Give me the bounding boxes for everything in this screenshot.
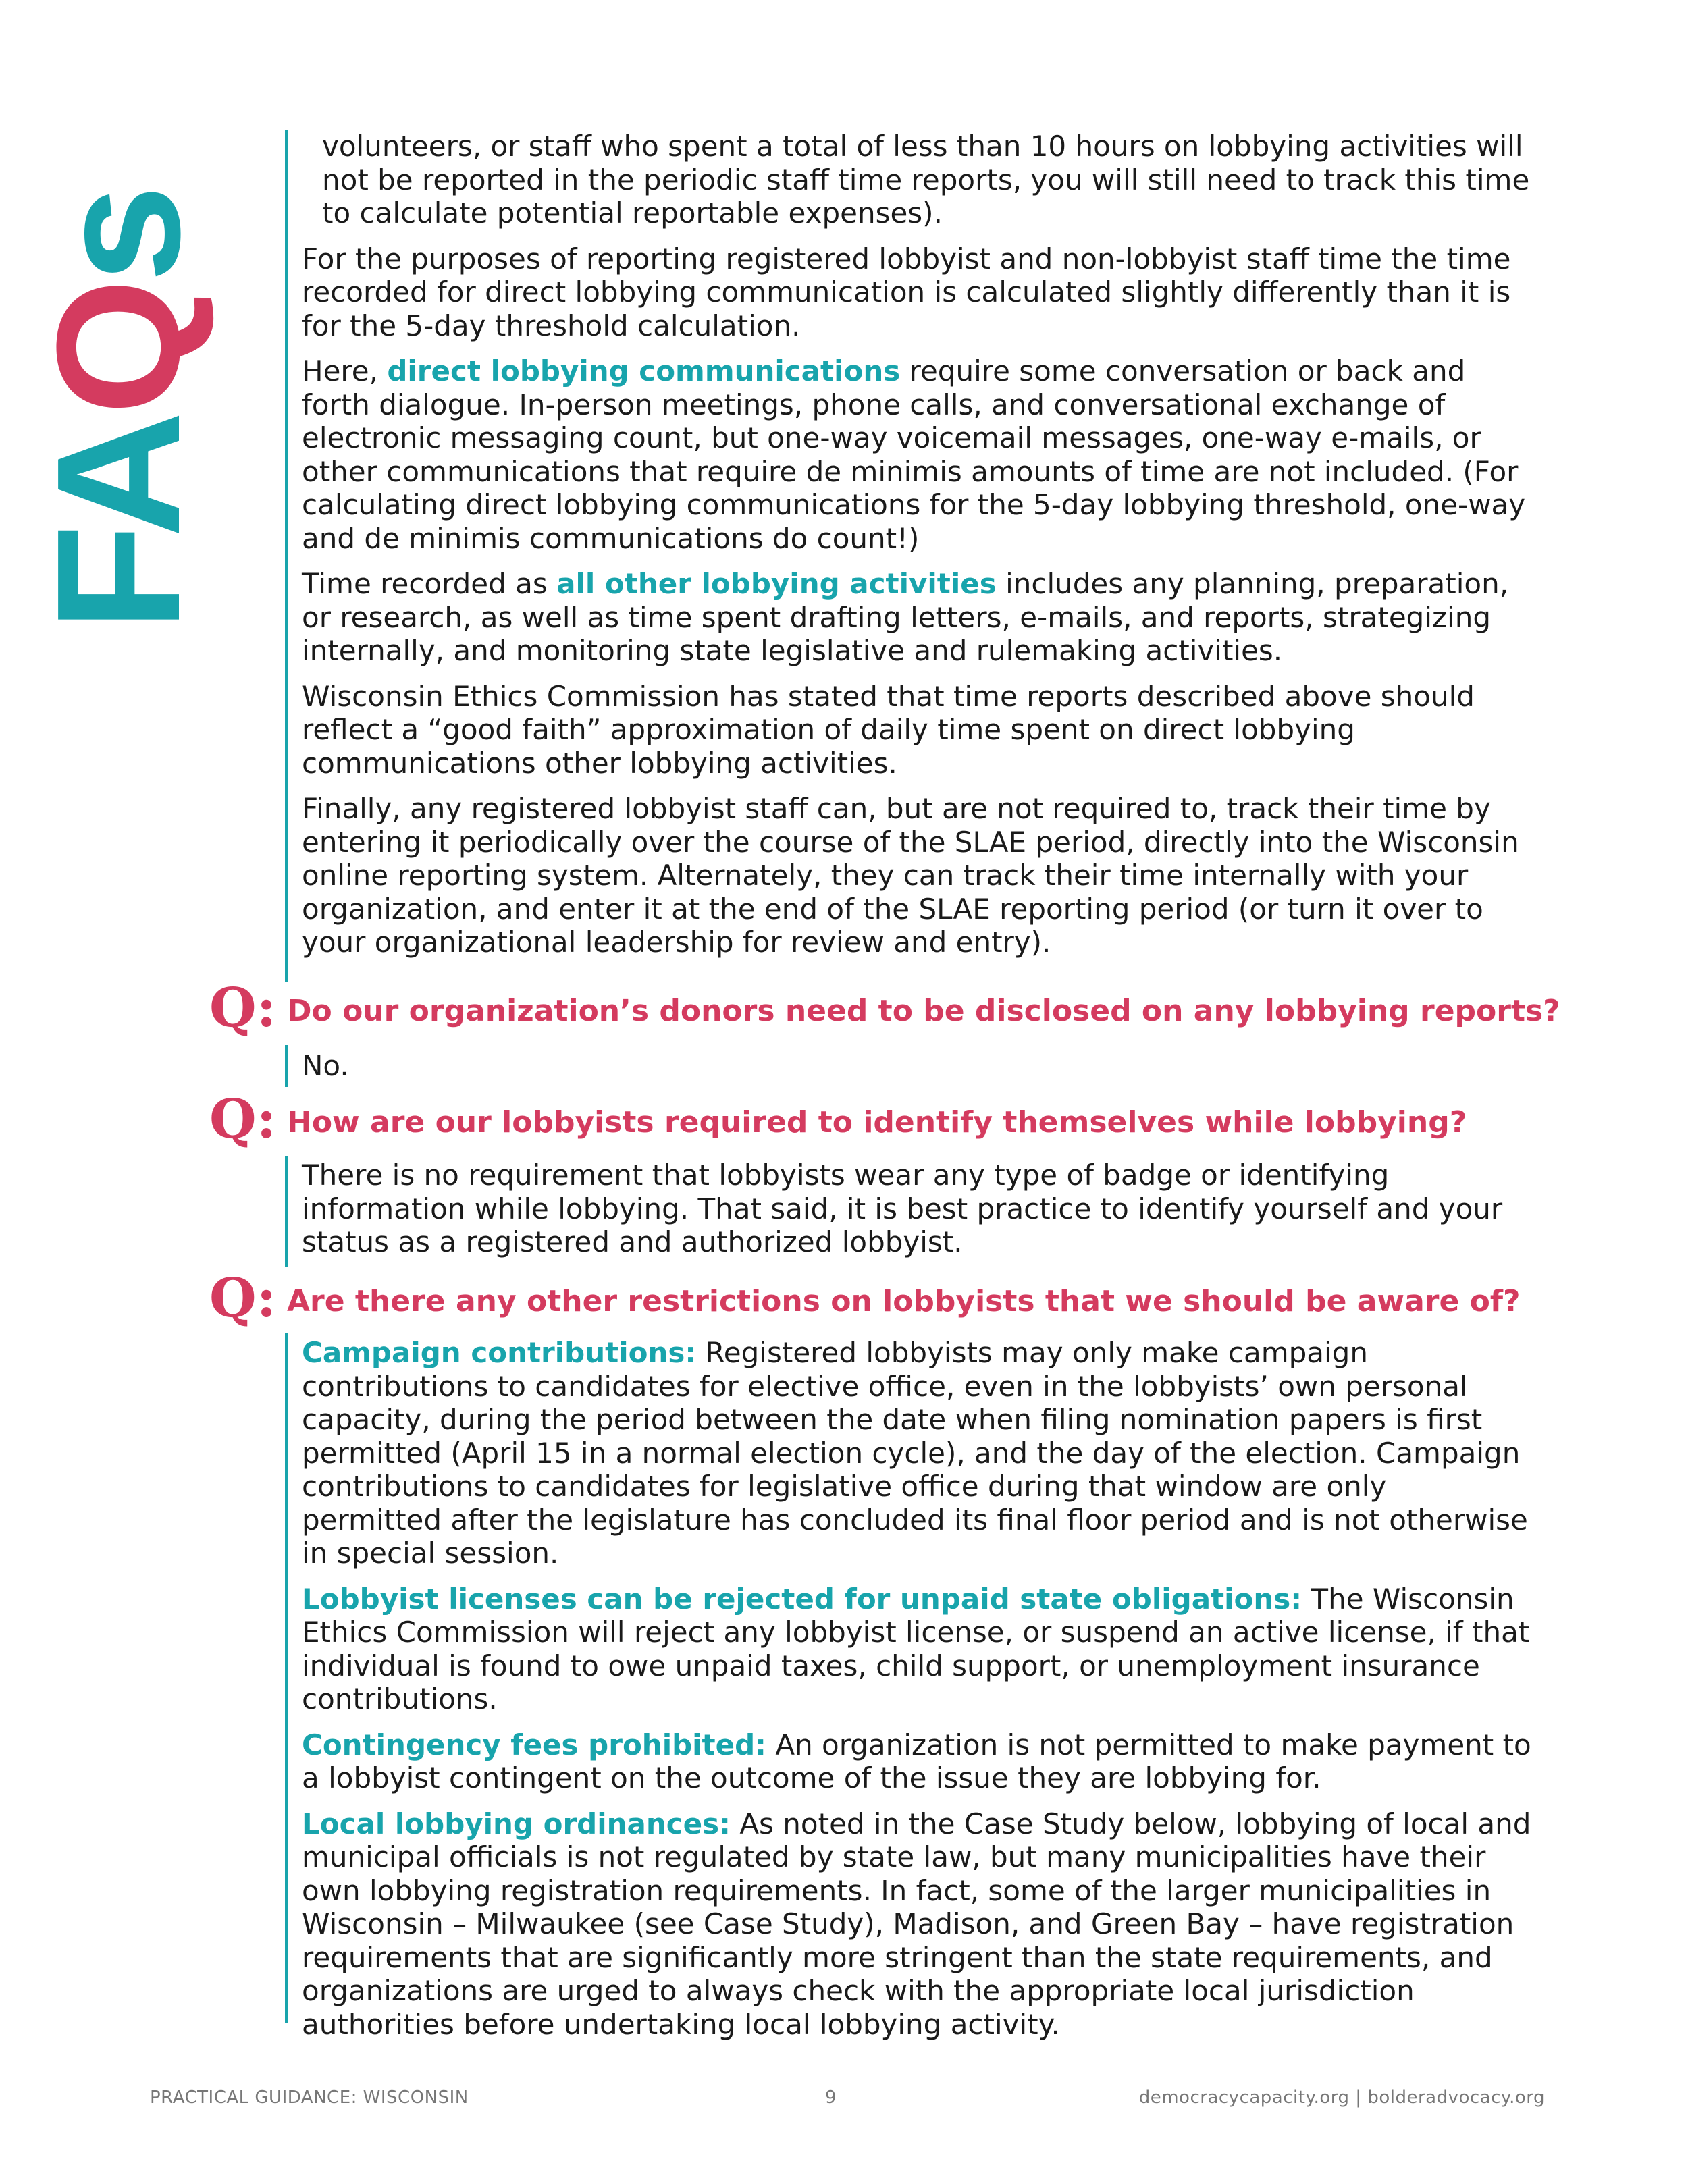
faqs-letter-q: Q (21, 282, 217, 415)
page-number: 9 (825, 2087, 837, 2108)
faqs-letter-s: s (21, 188, 217, 283)
intro-section (285, 130, 1534, 982)
answer-2-text: There is no requirement that lobbyists wear any type of badge or identifying information while lobbying. That said, it is best practice to identify yourself and your status as a registered and authorized lobbyist. (302, 1158, 1503, 1258)
intro-paragraph-3: Time recorded as all other lobbying activities includes any planning, preparation, or research, as well as time spent drafting letters, e-mails, and reports, strategizing internally, and monitoring state legislative and rulemaking activities. (302, 567, 1509, 667)
faqs-letters-fa: FA (21, 415, 217, 631)
intro-paragraph-4: Wisconsin Ethics Commission has stated that time reports described above should reflect a “good faith” approximation of daily time spent on direct lobbying communications other lobbying activities. (302, 679, 1475, 780)
q-icon: Q: (209, 1266, 277, 1329)
answer-3 (285, 1333, 1534, 2041)
restriction-contingency: Contingency fees prohibited: An organization is not permitted to make payment to a lobbyist contingent on the outcome of the issue they are lobbying for. (302, 1728, 1531, 1794)
q-icon: Q: (209, 1087, 277, 1150)
answer-1 (285, 1045, 1534, 1087)
answer-1-text: No. (302, 1049, 349, 1082)
restriction-local: Local lobbying ordinances: As noted in the Case Study below, lobbying of local and municipal officials is not regulated by state law, but many municipalities have their own lobbying registration requirements. In fact, some of the larger municipalities in Wisconsin – Milwaukee (see Case Study), Madison, and Green Bay – have registration requirements that are significantly more stringent than the state requirements, and organizations are urged to always check with the appropriate local jurisdiction authorities before undertaking local lobbying activity. (302, 1807, 1531, 2041)
svg-text:FAQs (21, 189, 217, 631)
restriction-campaign: Campaign contributions: Registered lobbyists may only make campaign contributions to candidates for elective office, even in the lobbyists’ own personal capacity, during the period between the date when filing nomination papers is first permitted (April 15 in a normal election cycle), and the day of the election. Campaign contributions to candidates for legislative office during that window are only permitted after the legislature has concluded its final floor period and is not otherwise in special session. (302, 1336, 1528, 1570)
intro-paragraph-1: For the purposes of reporting registered lobbyist and non-lobbyist staff time the time recorded for direct lobbying communication is calculated slightly differently than it is for the 5-day threshold calculation. (302, 242, 1511, 342)
question-1-text: Do our organization’s donors need to be disclosed on any lobbying reports? (287, 994, 1560, 1028)
question-1 (209, 976, 1560, 1040)
faqs-side-title (21, 132, 240, 645)
question-3 (209, 1266, 1560, 1330)
term-direct-lobbying: direct lobbying communications (387, 354, 901, 388)
question-2 (209, 1087, 1560, 1151)
question-2-text: How are our lobbyists required to identify themselves while lobbying? (287, 1105, 1467, 1140)
term-other-lobbying: all other lobbying activities (556, 567, 997, 600)
intro-paragraph-5: Finally, any registered lobbyist staff can, but are not required to, track their time by entering it periodically over the course of the SLAE period, directly into the Wisconsin online reporting system. Alternately, they can track their time internally with your organization, and enter it at the end of the SLAE reporting period (or turn it over to your organizational leadership for review and entry). (302, 792, 1519, 959)
q-icon: Q: (209, 976, 277, 1039)
intro-continued: volunteers, or staff who spent a total of less than 10 hours on lobbying activities will not be reported in the periodic staff time reports, you will still need to track this time to calculate potential reportable expenses). (322, 130, 1530, 230)
answer-2 (285, 1156, 1534, 1267)
restriction-licenses: Lobbyist licenses can be rejected for unpaid state obligations: The Wisconsin Ethics Commission will reject any lobbyist license, or suspend an active license, if that individual is found to owe unpaid taxes, child support, or unemployment insurance contributions. (302, 1582, 1530, 1715)
question-3-text: Are there any other restrictions on lobbyists that we should be aware of? (287, 1284, 1521, 1319)
footer-right: democracycapacity.org | bolderadvocacy.org (1138, 2087, 1545, 2108)
footer-left: PRACTICAL GUIDANCE: WISCONSIN (150, 2087, 469, 2108)
intro-paragraph-2: Here, direct lobbying communications require some conversation or back and forth dialogue. In-person meetings, phone calls, and conversational exchange of electronic messaging count, but one-way voicemail messages, one-way e-mails, or other communications that require de minimis amounts of time are not included. (For calculating direct lobbying communications for the 5-day lobbying threshold, one-way and de minimis communications do count!) (302, 354, 1526, 555)
